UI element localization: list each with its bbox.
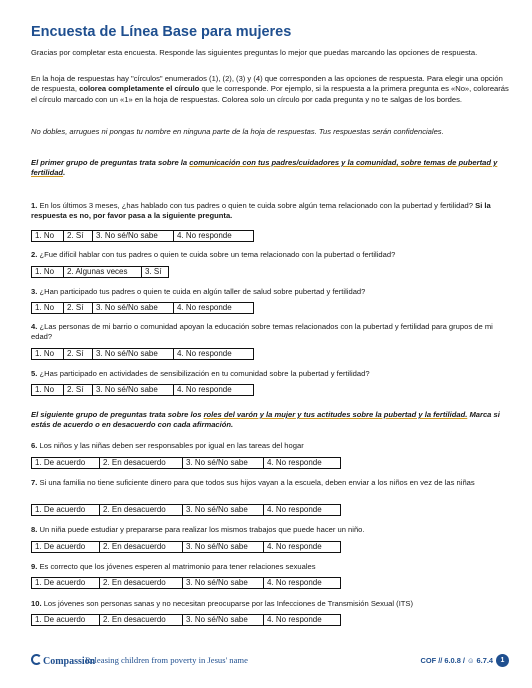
section-2-topic: roles del varón y la mujer y tus actitudes sobre la pubertad y la fertilidad.: [203, 410, 468, 419]
section-2-lead: El siguiente grupo de preguntas trata sobre los: [31, 410, 204, 419]
option-no-responde[interactable]: 4. No responde: [177, 349, 232, 358]
option-si[interactable]: 3. Sí: [145, 267, 162, 276]
option-en-desacuerdo[interactable]: 2. En desacuerdo: [100, 505, 183, 515]
option-no-responde[interactable]: 4. No responde: [267, 458, 322, 467]
option-no[interactable]: 1. No: [32, 349, 64, 359]
option-de-acuerdo[interactable]: 1. De acuerdo: [32, 578, 100, 588]
option-si[interactable]: 2. Sí: [64, 385, 93, 395]
question-number: 3.: [31, 287, 38, 296]
option-no-responde[interactable]: 4. No responde: [177, 303, 232, 312]
section-1-lead: El primer grupo de preguntas trata sobre la: [31, 158, 190, 167]
logo-swoosh-icon: [31, 654, 42, 665]
document-code: COF // 6.0.8 / ☺ 6.7.4: [420, 656, 493, 665]
question-1: [31, 201, 513, 222]
page-footer: [31, 652, 513, 672]
page-number-badge: 1: [496, 654, 509, 667]
option-no-responde[interactable]: 4. No responde: [177, 231, 232, 240]
section-1-end: .: [63, 168, 66, 178]
option-si[interactable]: 2. Sí: [64, 231, 93, 241]
section-1-topic: comunicación con tus padres/cuidadores y la comunidad, sobre temas de pubertad y fertilidad: [31, 158, 498, 178]
question-number: 2.: [31, 250, 38, 259]
logo-text: Compassion: [43, 656, 96, 667]
option-de-acuerdo[interactable]: 1. De acuerdo: [32, 615, 100, 625]
question-number: 1.: [31, 201, 38, 210]
question-number: 8.: [31, 525, 38, 534]
option-no-se[interactable]: 3. No sé/No sabe: [183, 615, 264, 625]
option-no-responde[interactable]: 4. No responde: [177, 385, 232, 394]
question-text: ¿Fue difícil hablar con tus padres o quien te cuida sobre un tema relacionado con la pubertad o fertilidad?: [39, 250, 396, 259]
question-text: ¿Has participado en actividades de sensibilización en tu comunidad sobre la pubertad y fertilidad?: [39, 369, 370, 378]
question-number: 9.: [31, 562, 38, 571]
intro-paragraph-3: No dobles, arrugues ni pongas tu nombre en ninguna parte de la hoja de respuestas. Tus respuestas serán confidenciales.: [31, 127, 444, 136]
option-no-se[interactable]: 3. No sé/No sabe: [183, 578, 264, 588]
question-6: [31, 441, 513, 451]
options-row-q6: [31, 457, 341, 469]
question-7: [31, 478, 513, 488]
option-en-desacuerdo[interactable]: 2. En desacuerdo: [100, 542, 183, 552]
options-row-q9: [31, 577, 341, 589]
intro-p2-bold: colorea completamente el círculo: [79, 84, 200, 94]
question-text: Es correcto que los jóvenes esperen al matrimonio para tener relaciones sexuales: [39, 562, 316, 571]
option-no[interactable]: 1. No: [32, 385, 64, 395]
question-4: [31, 322, 513, 343]
option-en-desacuerdo[interactable]: 2. En desacuerdo: [100, 458, 183, 468]
page-title: Encuesta de Línea Base para mujeres: [31, 24, 292, 40]
option-no-se[interactable]: 3. No sé/No sabe: [183, 542, 264, 552]
option-no-se[interactable]: 3. No sé/No sabe: [93, 303, 174, 313]
question-5: [31, 369, 513, 379]
question-text: Los jóvenes son personas sanas y no necesitan preocuparse por las Infecciones de Transmisión Sexual (ITS): [43, 599, 414, 608]
question-text: En los últimos 3 meses, ¿has hablado con tus padres o quien te cuida sobre algún tema relacionado con la pubertad y fertilidad?: [39, 201, 473, 210]
options-row-q2: [31, 266, 169, 278]
option-no-se[interactable]: 3. No sé/No sabe: [183, 458, 264, 468]
option-de-acuerdo[interactable]: 1. De acuerdo: [32, 505, 100, 515]
question-instruction: Si la respuesta es no, por favor pasa a la siguiente pregunta.: [31, 201, 491, 221]
question-10: [31, 599, 513, 609]
option-no[interactable]: 1. No: [32, 303, 64, 313]
option-no-se[interactable]: 3. No sé/No sabe: [93, 385, 174, 395]
question-number: 10.: [31, 599, 42, 608]
option-no-responde[interactable]: 4. No responde: [267, 578, 322, 587]
question-text: Si una familia no tiene suficiente dinero para que todos sus hijos vayan a la escuela, deben enviar a los niños en vez de las niñas: [39, 478, 475, 487]
question-text: Los niños y las niñas deben ser responsables por igual en las tareas del hogar: [39, 441, 304, 450]
section-2-end: Marca si estás de acuerdo o en desacuerdo con cada afirmación.: [31, 410, 500, 430]
footer-tagline: Releasing children from poverty in Jesus' name: [85, 655, 248, 665]
options-row-q8: [31, 541, 341, 553]
question-text: ¿Las personas de mi barrio o comunidad apoyan la educación sobre temas relacionados con la pubertad y fertilidad para grupos de mi edad?: [31, 322, 493, 342]
question-3: [31, 287, 513, 297]
options-row-q4: [31, 348, 254, 360]
option-en-desacuerdo[interactable]: 2. En desacuerdo: [100, 578, 183, 588]
option-no[interactable]: 1. No: [32, 267, 64, 277]
options-row-q10: [31, 614, 341, 626]
question-9: [31, 562, 513, 572]
question-number: 7.: [31, 478, 38, 487]
option-si[interactable]: 2. Sí: [64, 349, 93, 359]
section-2-heading: [31, 410, 513, 431]
intro-paragraph-1: Gracias por completar esta encuesta. Responde las siguientes preguntas lo mejor que puedas marcando las opciones de respuesta.: [31, 48, 478, 57]
options-row-q3: [31, 302, 254, 314]
option-no-responde[interactable]: 4. No responde: [267, 615, 322, 624]
options-row-q7: [31, 504, 341, 516]
question-text: Un niña puede estudiar y prepararse para realizar los mismos trabajos que puede hacer un niño.: [39, 525, 365, 534]
intro-p2-end: que le corresponde. Por ejemplo, si la respuesta a la primera pregunta es «No», colorearás el círculo marcado con un «1» en la hoja de respuestas. Colorea solo un círculo por cada pregunta y no te salgas de los bordes.: [31, 84, 509, 104]
question-number: 6.: [31, 441, 38, 450]
options-row-q1: [31, 230, 254, 242]
question-number: 5.: [31, 369, 38, 378]
option-no-responde[interactable]: 4. No responde: [267, 542, 322, 551]
option-si[interactable]: 2. Sí: [64, 303, 93, 313]
question-2: [31, 250, 513, 260]
option-no[interactable]: 1. No: [32, 231, 64, 241]
option-en-desacuerdo[interactable]: 2. En desacuerdo: [100, 615, 183, 625]
option-no-responde[interactable]: 4. No responde: [267, 505, 322, 514]
option-no-se[interactable]: 3. No sé/No sabe: [93, 231, 174, 241]
option-no-se[interactable]: 3. No sé/No sabe: [93, 349, 174, 359]
option-de-acuerdo[interactable]: 1. De acuerdo: [32, 458, 100, 468]
intro-paragraph-2: [31, 74, 513, 105]
option-algunas-veces[interactable]: 2. Algunas veces: [64, 267, 142, 277]
section-1-heading: [31, 158, 513, 179]
option-no-se[interactable]: 3. No sé/No sabe: [183, 505, 264, 515]
intro-p2-start: En la hoja de respuestas hay "círculos" enumerados (1), (2), (3) y (4) que corresponden a las opciones de respuesta. Para elegir una opción de respuesta,: [31, 74, 503, 94]
options-row-q5: [31, 384, 254, 396]
option-de-acuerdo[interactable]: 1. De acuerdo: [32, 542, 100, 552]
question-text: ¿Han participado tus padres o quien te cuida en algún taller de salud sobre pubertad y fertilidad?: [39, 287, 366, 296]
question-number: 4.: [31, 322, 38, 331]
question-8: [31, 525, 513, 535]
